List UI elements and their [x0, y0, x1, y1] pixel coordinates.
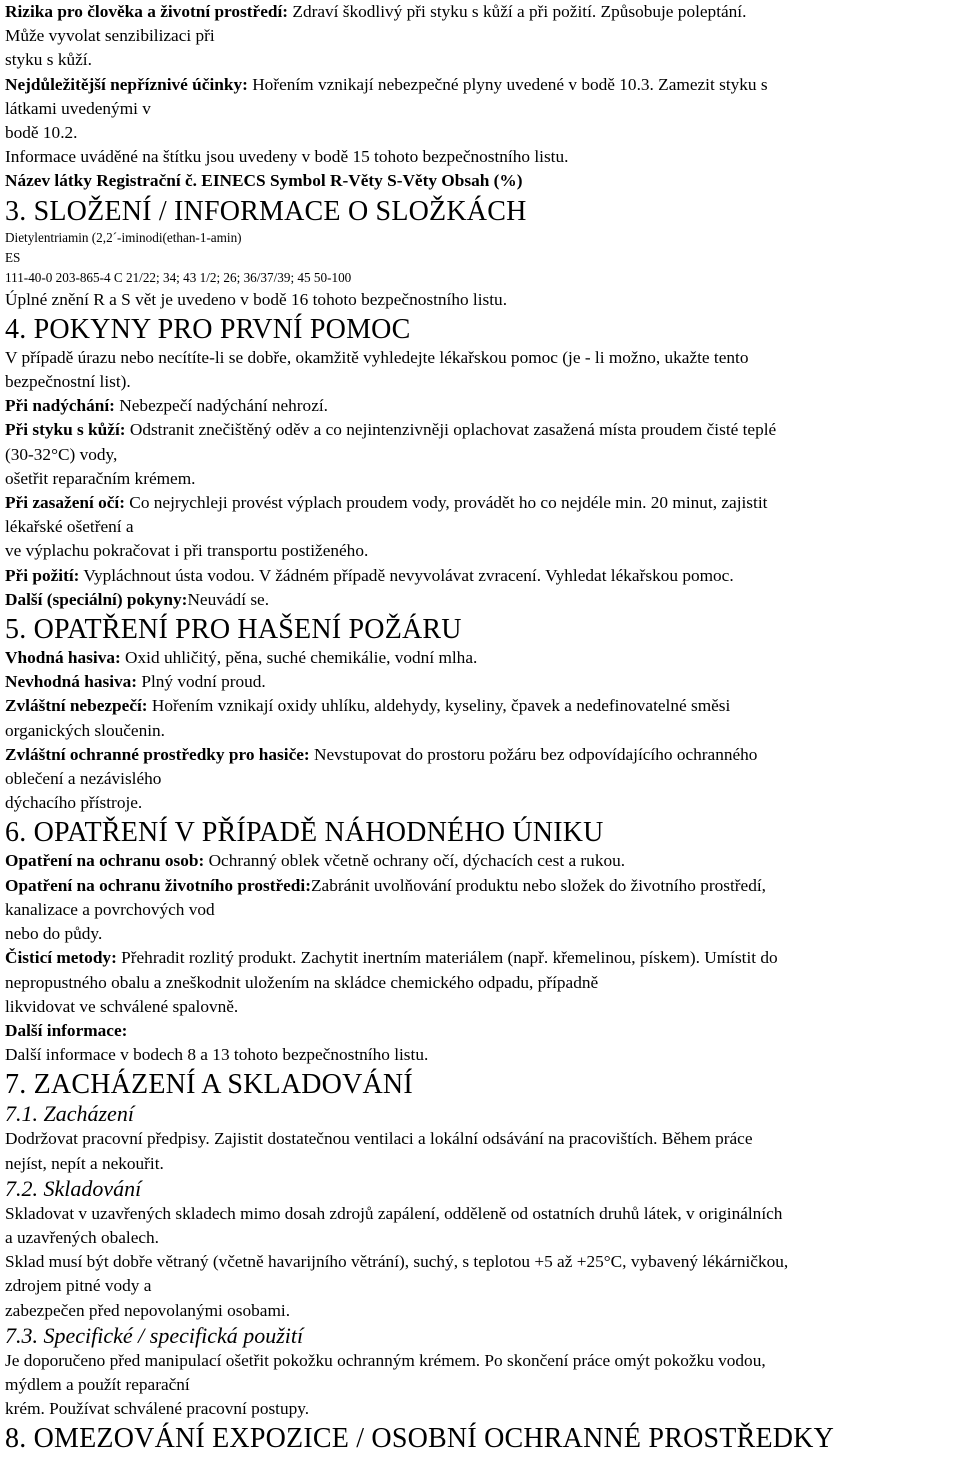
- effects-text: Hořením vznikají nebezpečné plyny uvedené v bodě 10.3. Zamezit styku s: [247, 74, 768, 94]
- subsection-7-2-heading: 7.2. Skladování: [5, 1175, 142, 1201]
- firefighter-ppe-line-2: oblečení a nezávislého: [5, 769, 162, 789]
- personal-protection-text: Ochranný oblek včetně ochrany očí, dýchacích cest a rukou.: [204, 851, 626, 871]
- section-6-heading: 6. OPATŘENÍ V PŘÍPADĚ NÁHODNÉHO ÚNIKU: [5, 817, 604, 849]
- section-7-heading: 7. ZACHÁZENÍ A SKLADOVÁNÍ: [5, 1069, 413, 1101]
- suitable-media-line: [5, 646, 954, 670]
- cleanup-label: Čisticí metody:: [5, 948, 117, 968]
- risk-line-2: Může vyvolat senzibilizaci při: [5, 26, 215, 46]
- cleanup-line-2: nepropustného obalu a zneškodnit uložením na skládce chemického odpadu, případně: [5, 972, 599, 992]
- suitable-media-text: Oxid uhličitý, pěna, suché chemikálie, vodní mlha.: [120, 648, 478, 668]
- storage-line: Skladovat v uzavřených skladech mimo dosah zdrojů zapálení, odděleně od ostatních druhů látek, v originálních: [5, 1203, 783, 1223]
- skin-line: [5, 418, 954, 442]
- composition-table-header: Název látky Registrační č. EINECS Symbol R-Věty S-Věty Obsah (%): [5, 171, 523, 191]
- further-info-text: Další informace v bodech 8 a 13 tohoto bezpečnostního listu.: [5, 1045, 429, 1065]
- unsuitable-media-line: [5, 670, 954, 694]
- ingestion-text: Vypláchnout ústa vodou. V žádném případě nevyvolávat zvracení. Vyhledat lékařskou pomoc.: [79, 565, 734, 585]
- storage-line-4: zdrojem pitné vody a: [5, 1276, 152, 1296]
- skin-label: Při styku s kůží:: [5, 420, 126, 440]
- storage-line-3: Sklad musí být dobře větraný (včetně havarijního větrání), suchý, s teplotou +5 až +25°C, vybavený lékárničkou,: [5, 1252, 789, 1272]
- env-protection-line: [5, 874, 954, 898]
- ingestion-line: [5, 564, 954, 588]
- special-instructions-label: Další (speciální) pokyny:: [5, 589, 188, 609]
- special-hazard-line: [5, 694, 954, 718]
- eye-text: Co nejrychleji provést výplach proudem vody, provádět ho co nejdéle min. 20 minut, zajistit: [124, 493, 768, 513]
- skin-line-2: (30-32°C) vody,: [5, 444, 118, 464]
- env-protection-text: Zabránit uvolňování produktu nebo složek do životního prostředí,: [310, 875, 766, 895]
- cleanup-text: Přehradit rozlitý produkt. Zachytit inertním materiálem (např. křemelinou, pískem). Umístit do: [116, 948, 778, 968]
- skin-text: Odstranit znečištěný oděv a co nejintenzivněji oplachovat zasažená místa proudem čisté teplé: [125, 420, 777, 440]
- section-3-heading: 3. SLOŽENÍ / INFORMACE O SLOŽKÁCH: [5, 195, 527, 227]
- effects-line-3: bodě 10.2.: [5, 123, 78, 143]
- ingestion-label: Při požití:: [5, 565, 80, 585]
- label-info-line: Informace uváděné na štítku jsou uvedeny v bodě 15 tohoto bezpečnostního listu.: [5, 147, 569, 167]
- personal-protection-label: Opatření na ochranu osob:: [5, 851, 205, 871]
- subsection-7-3-heading: 7.3. Specifické / specifická použití: [5, 1322, 304, 1348]
- first-aid-intro-2: bezpečnostní list).: [5, 372, 131, 392]
- substance-row: 111-40-0 203-865-4 C 21/22; 34; 43 1/2; 26; 36/37/39; 45 50-100: [5, 269, 352, 285]
- risk-label: Rizika pro člověka a životní prostředí:: [5, 2, 289, 21]
- personal-protection-line: [5, 849, 954, 873]
- storage-line-5: zabezpečen před nepovolanými osobami.: [5, 1300, 291, 1320]
- effects-line: [5, 73, 954, 97]
- eye-line-3: ve výplachu pokračovat i při transportu postiženého.: [5, 541, 369, 561]
- further-info-label: Další informace:: [5, 1020, 128, 1040]
- risk-text: Zdraví škodlivý při styku s kůží a při požití. Způsobuje poleptání.: [288, 2, 747, 21]
- specific-use-line-3: krém. Používat schválené pracovní postupy.: [5, 1399, 310, 1419]
- effects-line-2: látkami uvedenými v: [5, 98, 151, 118]
- first-aid-intro: V případě úrazu nebo necítíte-li se dobře, okamžitě vyhledejte lékařskou pomoc (je - li možno, ukažte tento: [5, 347, 749, 367]
- section-4-heading: 4. POKYNY PRO PRVNÍ POMOC: [5, 313, 411, 345]
- env-protection-line-3: nebo do půdy.: [5, 924, 103, 944]
- risk-line-3: styku s kůží.: [5, 50, 92, 70]
- cleanup-line-3: likvidovat ve schválené spalovně.: [5, 996, 239, 1016]
- eye-label: Při zasažení očí:: [5, 493, 125, 513]
- unsuitable-media-text: Plný vodní proud.: [137, 672, 266, 692]
- section-8-heading: 8. OMEZOVÁNÍ EXPOZICE / OSOBNÍ OCHRANNÉ PROSTŘEDKY: [5, 1423, 835, 1455]
- special-hazard-line-2: organických sloučenin.: [5, 720, 165, 740]
- effects-label: Nejdůležitější nepříznivé účinky:: [5, 74, 248, 94]
- inhalation-line: [5, 394, 954, 418]
- inhalation-label: Při nadýchání:: [5, 396, 115, 416]
- handling-line: Dodržovat pracovní předpisy. Zajistit dostatečnou ventilaci a lokální odsávání na pracovištích. Během práce: [5, 1129, 753, 1149]
- unsuitable-media-label: Nevhodná hasiva:: [5, 672, 138, 692]
- firefighter-ppe-text: Nevstupovat do prostoru požáru bez odpovídajícího ochranného: [309, 744, 758, 764]
- firefighter-ppe-line: [5, 743, 954, 767]
- skin-line-3: ošetřit reparačním krémem.: [5, 468, 196, 488]
- risk-line: [5, 0, 954, 24]
- special-hazard-text: Hořením vznikají oxidy uhlíku, aldehydy, kyseliny, čpavek a nedefinovatelné směsi: [147, 696, 731, 716]
- cleanup-line: [5, 946, 954, 970]
- substance-es: ES: [5, 249, 21, 265]
- section-5-heading: 5. OPATŘENÍ PRO HAŠENÍ POŽÁRU: [5, 614, 462, 646]
- firefighter-ppe-line-3: dýchacího přístroje.: [5, 793, 143, 813]
- composition-note: Úplné znění R a S vět je uvedeno v bodě 16 tohoto bezpečnostního listu.: [5, 289, 508, 309]
- firefighter-ppe-label: Zvláštní ochranné prostředky pro hasiče:: [5, 744, 310, 764]
- subsection-7-1-heading: 7.1. Zacházení: [5, 1101, 134, 1127]
- special-instructions-text: Neuvádí se.: [187, 589, 270, 609]
- specific-use-line-2: mýdlem a použít reparační: [5, 1374, 190, 1394]
- substance-name: Dietylentriamin (2,2´-iminodi(ethan-1-amin): [5, 229, 242, 245]
- special-instructions-line: [5, 588, 954, 612]
- env-protection-label: Opatření na ochranu životního prostředi:: [5, 875, 311, 895]
- suitable-media-label: Vhodná hasiva:: [5, 648, 121, 668]
- specific-use-line: Je doporučeno před manipulací ošetřit pokožku ochranným krémem. Po skončení práce omýt pokožku vodou,: [5, 1350, 766, 1370]
- env-protection-line-2: kanalizace a povrchových vod: [5, 899, 215, 919]
- handling-line-2: nejíst, nepít a nekouřit.: [5, 1153, 164, 1173]
- eye-line-2: lékařské ošetření a: [5, 517, 134, 537]
- inhalation-text: Nebezpečí nadýchání nehrozí.: [114, 396, 328, 416]
- storage-line-2: a uzavřených obalech.: [5, 1227, 160, 1247]
- special-hazard-label: Zvláštní nebezpečí:: [5, 696, 148, 716]
- eye-line: [5, 491, 954, 515]
